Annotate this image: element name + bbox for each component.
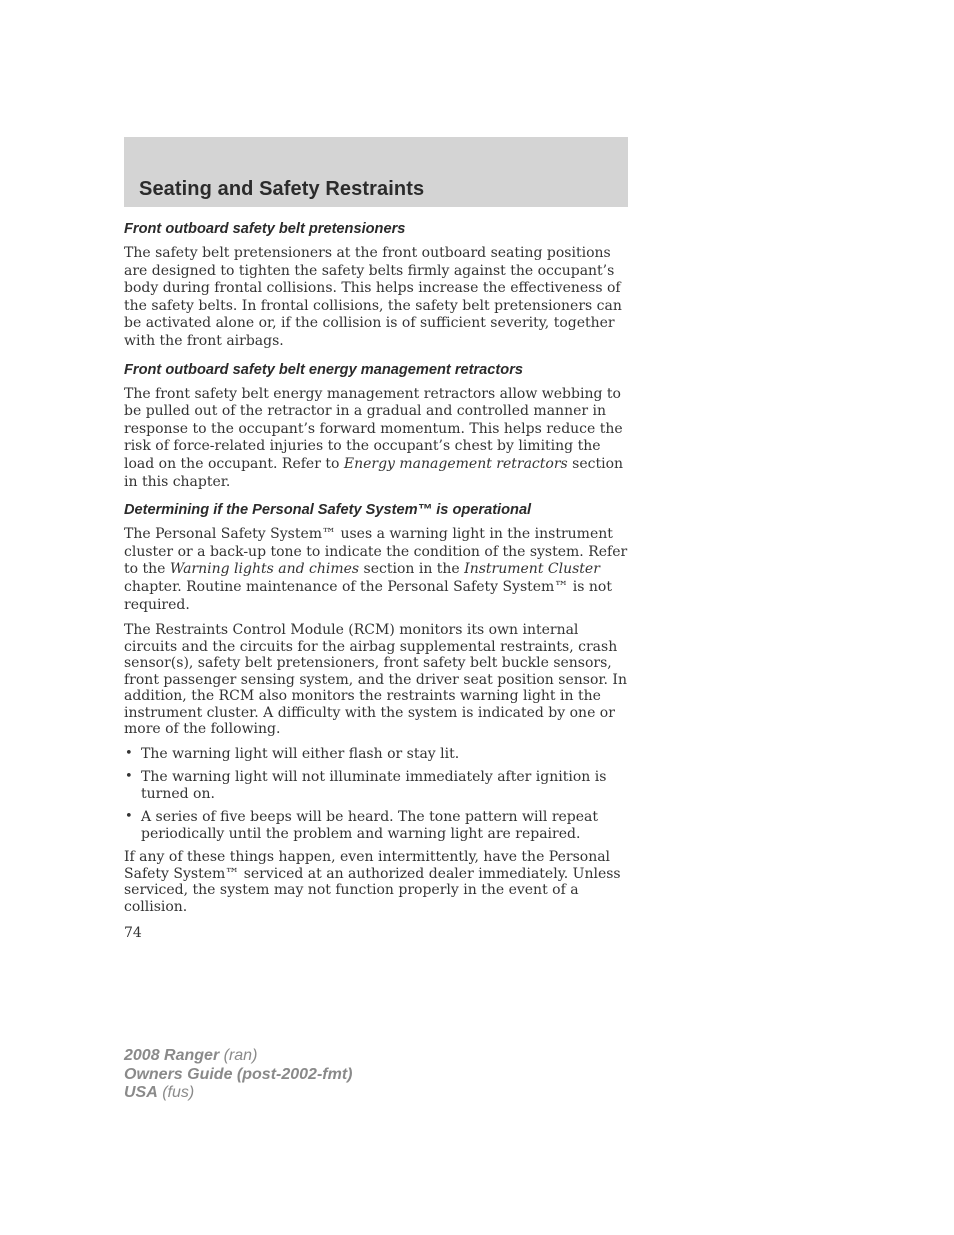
bullet-icon: •	[125, 809, 133, 825]
bullet-icon: •	[125, 745, 133, 761]
paragraph-rcm: The Restraints Control Module (RCM) monitors its own internal circuits and the circuits for the airbag supplemental restraints, crash sensor(s), safety belt pretensioners, front safety belt buckle sensors, front passenger sensing system, and the driver seat position sensor. In addition, the RCM also monitors the restraints warning light in the instrument cluster. A difficulty with the system is indicated by one or more of the following.	[124, 622, 627, 738]
paragraph-pss-warning	[124, 526, 628, 614]
section-title: Seating and Safety Restraints	[139, 178, 425, 200]
footer-model-code: (ran)	[219, 1047, 258, 1064]
section-header-band	[124, 137, 628, 207]
list-item-text: A series of five beeps will be heard. The tone pattern will repeat periodically until the problem and warning light are repaired.	[141, 809, 599, 842]
footer-line-guide	[124, 1066, 352, 1085]
footer-line-market	[124, 1084, 352, 1103]
subheading-energy-retractors: Front outboard safety belt energy management retractors	[124, 361, 523, 378]
paragraph-pretensioners: The safety belt pretensioners at the front outboard seating positions are designed to tighten the safety belts firmly against the occupant’s body during frontal collisions. This helps increase the effectiveness of the safety belts. In frontal collisions, the safety belt pretensioners can be activated alone or, if the collision is of sufficient severity, together with the front airbags.	[124, 245, 622, 349]
page-number: 74	[124, 925, 142, 941]
footer-line-model	[124, 1047, 352, 1066]
list-item	[124, 809, 628, 842]
text-segment: The Personal Safety System™ uses a warning light in the instrument cluster or a back-up tone to indicate the condition of the system. Refer to the	[124, 526, 628, 578]
footer-market-code: (fus)	[157, 1084, 195, 1101]
cross-reference-instrument-cluster: Instrument Cluster	[464, 561, 600, 578]
paragraph-energy-retractors	[124, 386, 628, 492]
document-footer	[124, 1047, 352, 1103]
cross-reference-warning-lights: Warning lights and chimes	[169, 561, 360, 578]
footer-guide: Owners Guide (post-2002-fmt)	[124, 1065, 353, 1083]
footer-market: USA	[124, 1084, 158, 1101]
text-segment: section in this chapter.	[124, 455, 624, 490]
page-content	[124, 220, 628, 923]
footer-model: 2008 Ranger	[124, 1047, 220, 1064]
subheading-pss-operational: Determining if the Personal Safety System™ is operational	[124, 502, 532, 519]
list-item-text: The warning light will either flash or stay lit.	[141, 745, 460, 762]
bullet-icon: •	[125, 769, 133, 785]
list-item	[124, 746, 628, 763]
text-segment: chapter. Routine maintenance of the Personal Safety System™ is not required.	[124, 578, 612, 613]
bullet-list	[124, 746, 628, 843]
paragraph-service: If any of these things happen, even intermittently, have the Personal Safety System™ serviced at an authorized dealer immediately. Unless serviced, the system may not function properly in the event of a collision.	[124, 849, 621, 915]
text-segment: section in the	[359, 561, 465, 578]
subheading-pretensioners: Front outboard safety belt pretensioners	[124, 221, 406, 237]
cross-reference-energy-retractors: Energy management retractors	[343, 455, 568, 472]
list-item	[124, 769, 628, 802]
list-item-text: The warning light will not illuminate immediately after ignition is turned on.	[141, 769, 607, 802]
text-segment: The front safety belt energy management retractors allow webbing to be pulled out of the retractor in a gradual and controlled manner in response to the occupant’s forward momentum. This helps reduce the risk of force-related injuries to the occupant’s chest by limiting the load on the occupant. Refer to	[124, 385, 623, 472]
